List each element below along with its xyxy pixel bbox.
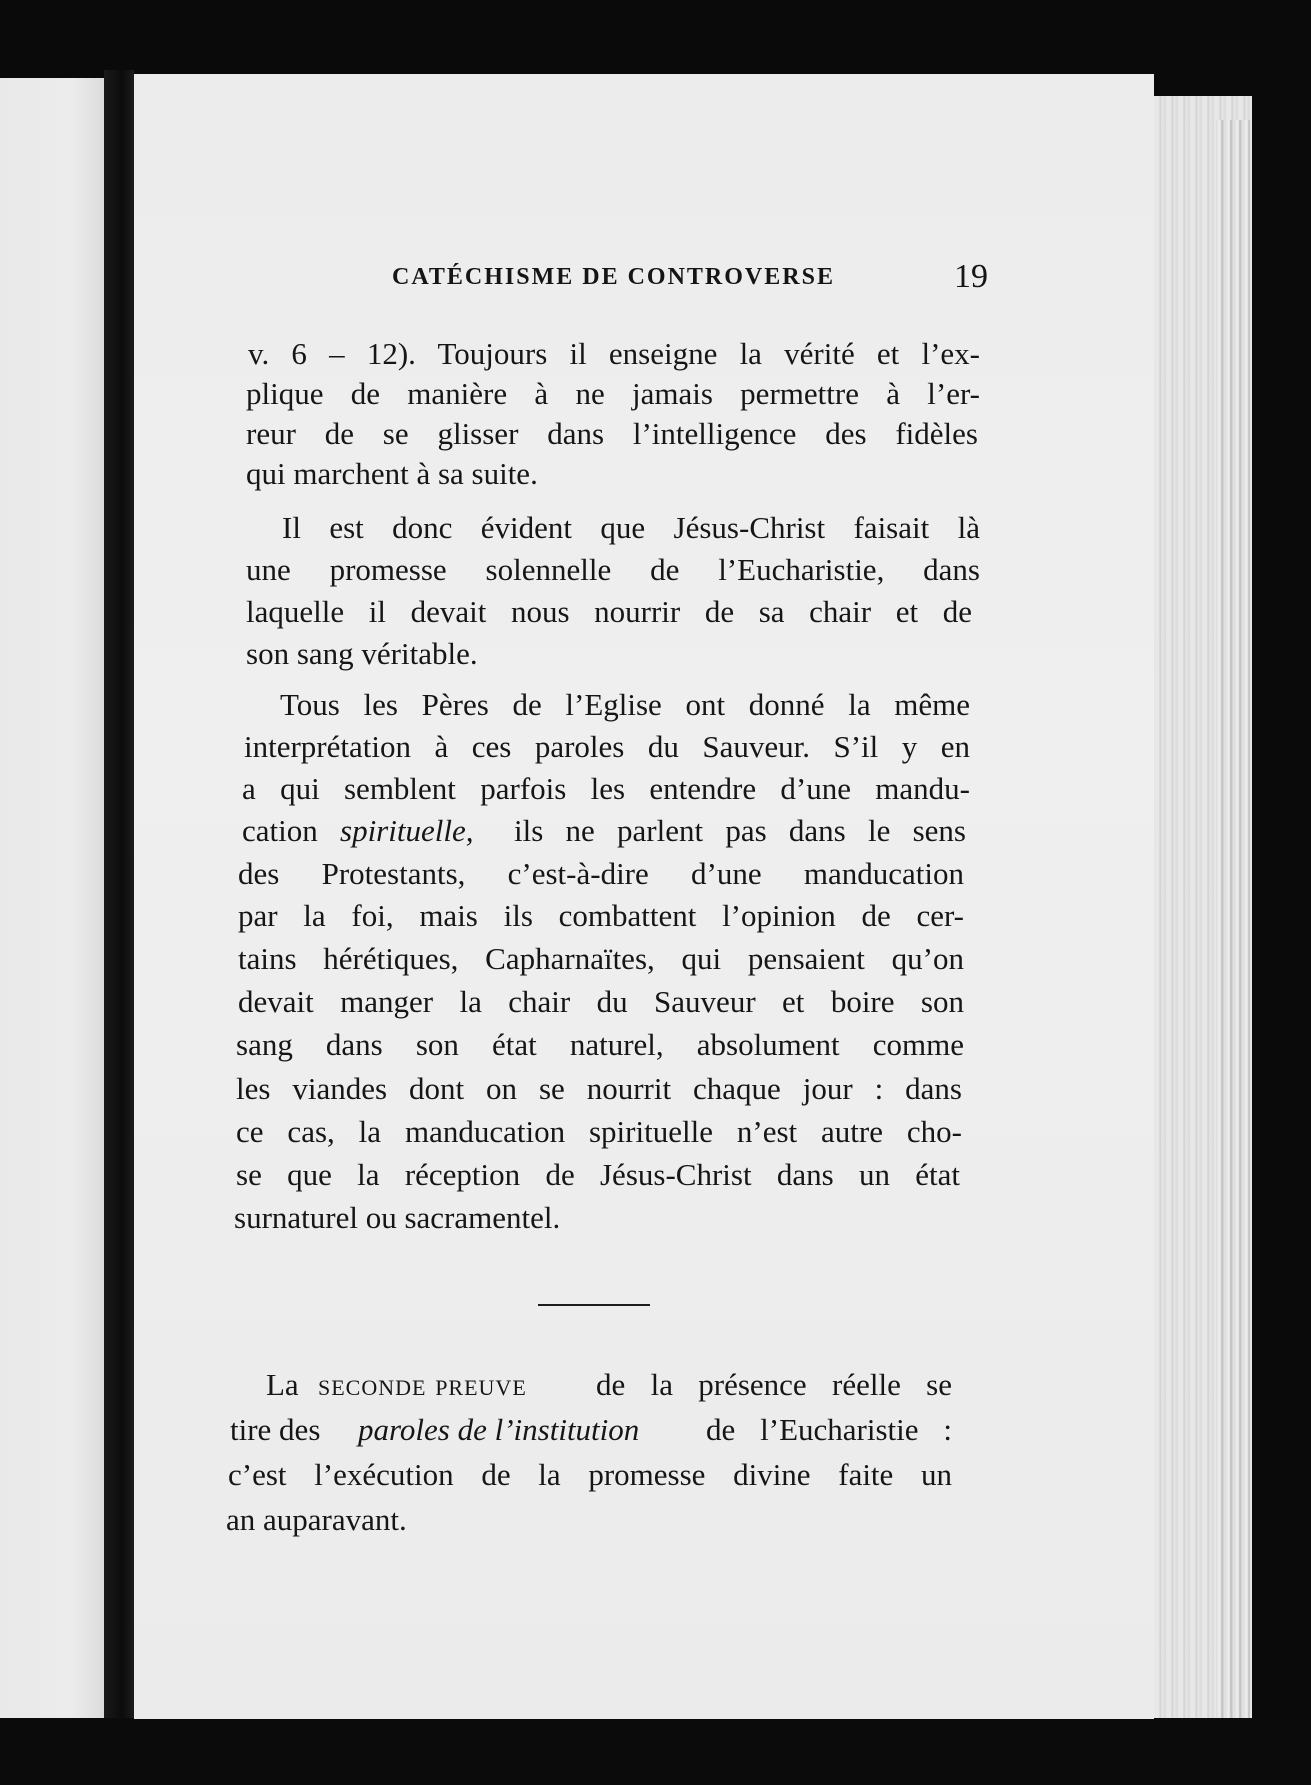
page-number: 19 xyxy=(954,258,988,295)
italic-term: spirituelle, xyxy=(340,813,474,848)
text-line: v. 6 – 12). Toujours il enseigne la vérité et l’ex- xyxy=(248,336,980,371)
text-line: tains hérétiques, Capharnaïtes, qui pensaient qu’on xyxy=(238,941,964,976)
text-line: devait manger la chair du Sauveur et boire son xyxy=(238,984,964,1019)
text-line: a qui semblent parfois les entendre d’une mandu- xyxy=(242,771,970,806)
text-line: c’est l’exécution de la promesse divine faite un xyxy=(228,1457,952,1492)
small-caps-term: seconde preuve xyxy=(318,1367,527,1402)
text-line: de l’Eucharistie : xyxy=(706,1412,952,1447)
running-head-title: CATÉCHISME DE CONTROVERSE xyxy=(392,264,835,290)
running-head xyxy=(392,258,988,295)
italic-term: paroles de l’institution xyxy=(358,1412,640,1447)
text-line: se que la réception de Jésus-Christ dans un état xyxy=(236,1157,960,1192)
text-line: une promesse solennelle de l’Eucharistie, dans xyxy=(246,552,980,587)
text-line: interprétation à ces paroles du Sauveur. S’il y en xyxy=(244,729,970,764)
text-line: son sang véritable. xyxy=(246,636,478,671)
text-line: cation xyxy=(242,813,318,848)
text-line: laquelle il devait nous nourrir de sa chair et de xyxy=(246,594,972,629)
text-line: les viandes dont on se nourrit chaque jour : dans xyxy=(236,1071,962,1106)
text-line: de la présence réelle se xyxy=(596,1367,952,1402)
text-line: surnaturel ou sacramentel. xyxy=(234,1200,561,1235)
text-line: sang dans son état naturel, absolument comme xyxy=(236,1027,964,1062)
text-line: an auparavant. xyxy=(226,1502,407,1537)
text-line: reur de se glisser dans l’intelligence des fidèles xyxy=(246,416,978,451)
text-line: par la foi, mais ils combattent l’opinion de cer- xyxy=(238,898,964,933)
text-line: plique de manière à ne jamais permettre à l’er- xyxy=(246,376,980,411)
book-gutter xyxy=(104,70,134,1732)
previous-page-edge xyxy=(0,78,104,1718)
scan-bottom-border xyxy=(0,1718,1311,1785)
text-line: qui marchent à sa suite. xyxy=(246,456,538,491)
text-line: La xyxy=(266,1367,299,1402)
text-line: Tous les Pères de l’Eglise ont donné la même xyxy=(280,687,970,722)
text-line: ce cas, la manducation spirituelle n’est autre cho- xyxy=(236,1114,962,1149)
text-line: ils ne parlent pas dans le sens xyxy=(514,813,966,848)
text-line: tire des xyxy=(230,1412,321,1447)
text-line: Il est donc évident que Jésus-Christ faisait là xyxy=(282,510,980,545)
page-stack-edge xyxy=(1216,120,1250,1730)
text-line: des Protestants, c’est-à-dire d’une manducation xyxy=(238,856,964,891)
section-divider xyxy=(538,1304,650,1306)
